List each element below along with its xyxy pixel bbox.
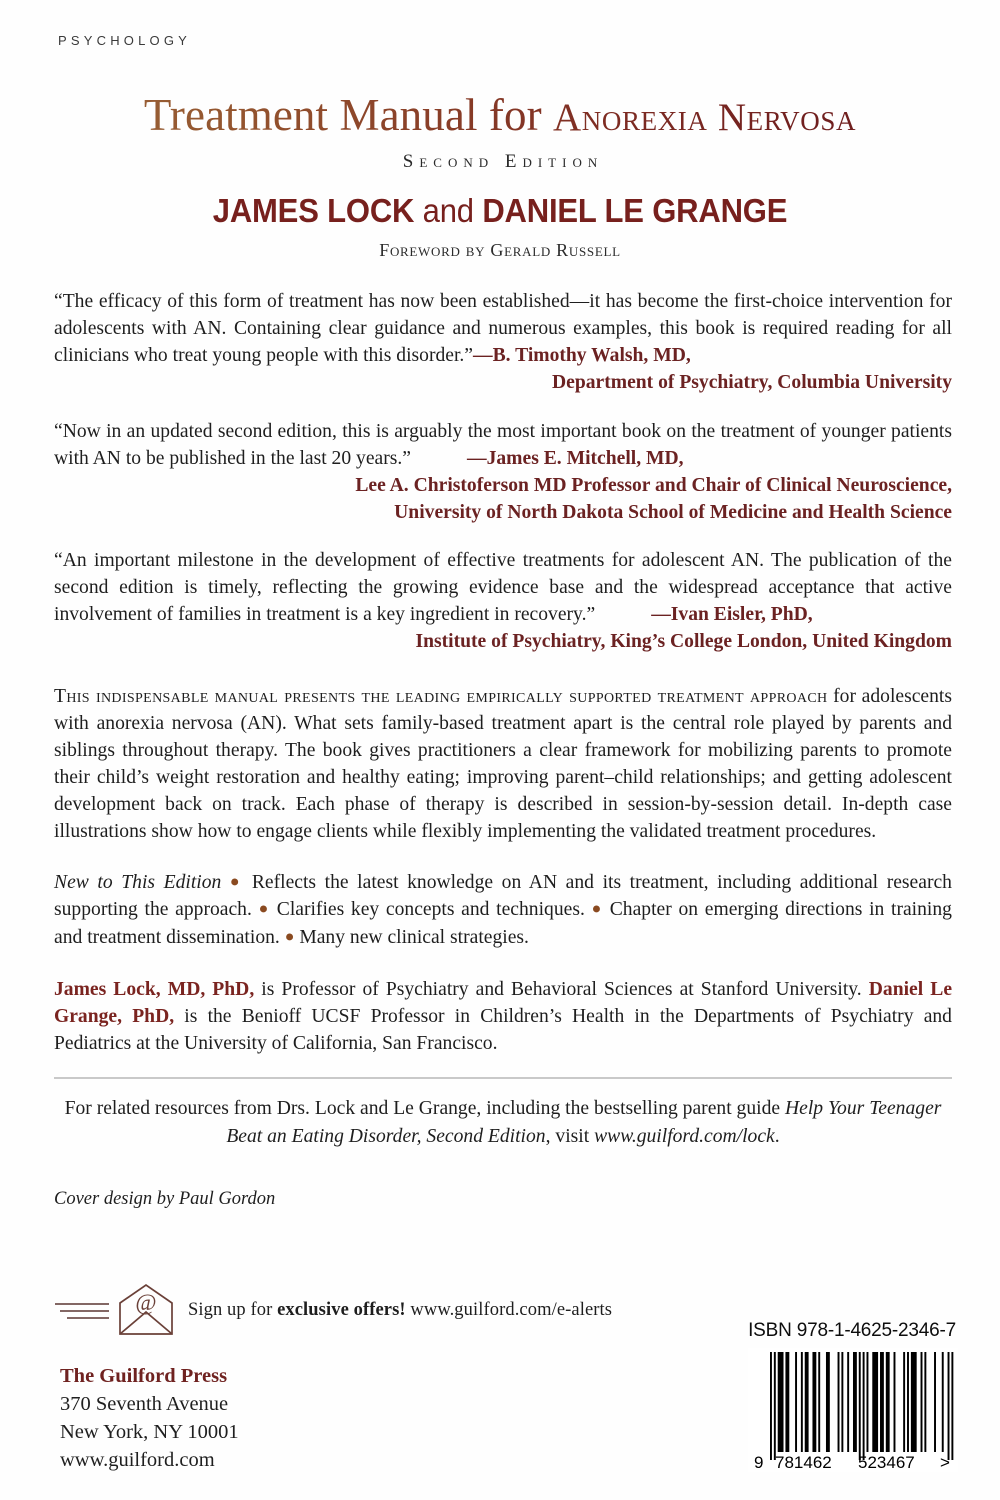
blurb-3 [54, 547, 952, 656]
publisher-city: New York, NY 10001 [60, 1421, 239, 1444]
related-end: . [774, 1125, 780, 1147]
blurb-3-attribution: —Ivan Eisler, PhD, [651, 604, 813, 626]
new-edition-item-3: Chapter on emerging directions in training and treatment dissemination. [54, 899, 952, 948]
publisher-name: The Guilford Press [60, 1365, 228, 1387]
bullet-icon: ● [284, 928, 295, 945]
new-edition-item-4: Many new clinical strategies. [299, 926, 529, 948]
email-alerts-signup[interactable] [54, 1283, 612, 1337]
isbn-barcode [748, 1348, 958, 1472]
new-to-this-edition [54, 869, 952, 950]
author-names [30, 192, 970, 230]
blurb-2 [54, 418, 952, 527]
isbn-label: ISBN 978-1-4625-2346-7 [748, 1320, 956, 1341]
blurb-3-affiliation-1: Institute of Psychiatry, King’s College London, United Kingdom [415, 631, 952, 653]
blurb-2-quote: “Now in an updated second edition, this is arguably the most important book on the treatment of younger patients with AN to be published in the last 20 years.” [54, 420, 952, 469]
bio-2-text: is the Benioff UCSF Professor in Children’s Health in the Departments of Psychiatry and Pediatrics at the University of California, San Francisco. [54, 1005, 952, 1054]
barcode-digit-group-2: 523467 [858, 1453, 915, 1472]
envelope-at-icon [116, 1283, 176, 1337]
new-edition-lead: New to This Edition [54, 872, 222, 894]
blurb-1-affiliation-1: Department of Psychiatry, Columbia University [552, 372, 952, 394]
blurb-2-attribution: —James E. Mitchell, MD, [466, 447, 684, 469]
barcode-digit-group-3: > [940, 1453, 951, 1472]
blurb-2-affiliation-1: Lee A. Christoferson MD Professor and Chair of Clinical Neuroscience, [355, 474, 952, 496]
ealerts-pre: Sign up for [188, 1299, 278, 1320]
title-part-2: Anorexia Nervosa [553, 96, 857, 139]
description-rest: for adolescents with anorexia nervosa (AN). What sets family-based treatment apart is the central role played by parents and siblings throughout therapy. The book gives practitioners a clear framework for mobilizing parents to promote their child’s weight restoration and healthy eating; improving parent–child relationships; and getting adolescent development back on track. Each phase of therapy is described in session-by-session detail. In-depth case illustrations show how to engage clients while flexibly implementing the validated treatment procedures. [54, 685, 952, 843]
cover-copy [54, 288, 952, 1210]
bio-2-name: Daniel Le Grange, PhD, [54, 978, 953, 1027]
publisher-street: 370 Seventh Avenue [60, 1393, 229, 1416]
publisher-block [60, 1362, 239, 1474]
blurb-2-affiliation-2: University of North Dakota School of Medicine and Health Science [394, 501, 952, 523]
cover-design-credit: Cover design by Paul Gordon [54, 1188, 276, 1209]
related-resources [54, 1095, 952, 1151]
author-2: DANIEL LE GRANGE [482, 192, 788, 229]
bullet-icon: ● [591, 900, 604, 918]
title-block [0, 92, 1000, 173]
foreword-credit: Foreword by Gerald Russell [379, 240, 621, 260]
bullet-icon: ● [258, 900, 271, 918]
publisher-website: www.guilford.com [60, 1449, 215, 1472]
related-url: www.guilford.com/lock [594, 1125, 775, 1147]
blurb-1 [54, 288, 952, 397]
bullet-icon: ● [229, 873, 244, 891]
ealerts-bold: exclusive offers! [277, 1299, 406, 1320]
barcode-digit-group-0: 9 [754, 1453, 764, 1472]
svg-text:@: @ [135, 1290, 157, 1315]
author-bios [54, 976, 952, 1057]
blurb-1-quote: “The efficacy of this form of treatment has now been established—it has become the first-choice intervention for adolescents with AN. Containing clear guidance and numerous examples, this book is required reading for all clinicians who treat young people with this disorder.” [54, 291, 952, 367]
related-pre: For related resources from Drs. Lock and Le Grange, including the bestselling parent guide [64, 1098, 785, 1119]
bio-1-name: James Lock, MD, PhD, [54, 978, 255, 1000]
author-1: JAMES LOCK [212, 192, 415, 229]
blurb-3-quote: “An important milestone in the development of effective treatments for adolescent AN. The publication of the second edition is timely, reflecting the growing evidence base and the widespread acceptance that active involvement of families in treatment is a key ingredient in recovery.” [54, 550, 952, 626]
ealerts-url: www.guilford.com/e-alerts [405, 1299, 613, 1320]
new-edition-item-1: Reflects the latest knowledge on AN and its treatment, including additional research supporting the approach. [54, 872, 952, 921]
related-title-part-2: Teenager Beat an Eating Disorder, Second Edition [226, 1098, 942, 1147]
title-part-1: Treatment Manual for [143, 90, 554, 140]
blurb-1-attribution: —B. Timothy Walsh, MD, [473, 345, 691, 367]
description-opening: This indispensable manual presents the leading empirically supported treatment approach [54, 685, 828, 707]
section-divider [54, 1077, 952, 1079]
authors-block [0, 192, 1000, 261]
edition-label: Second Edition [402, 150, 604, 172]
isbn-block [748, 1320, 958, 1472]
related-mid: , visit [545, 1125, 595, 1147]
bio-1-text: is Professor of Psychiatry and Behavioral Sciences at Stanford University. [254, 978, 862, 1000]
author-conjunction: and [414, 192, 483, 229]
book-title [0, 92, 1000, 140]
email-alerts-text [188, 1300, 612, 1321]
speed-lines-icon [54, 1295, 110, 1325]
related-title-part-1: Help Your [784, 1098, 865, 1119]
book-description [54, 683, 952, 846]
barcode-svg [748, 1348, 954, 1472]
category-label: PSYCHOLOGY [58, 33, 192, 48]
barcode-digit-group-1: 781462 [775, 1453, 832, 1472]
new-edition-item-2: Clarifies key concepts and techniques. [276, 899, 585, 921]
